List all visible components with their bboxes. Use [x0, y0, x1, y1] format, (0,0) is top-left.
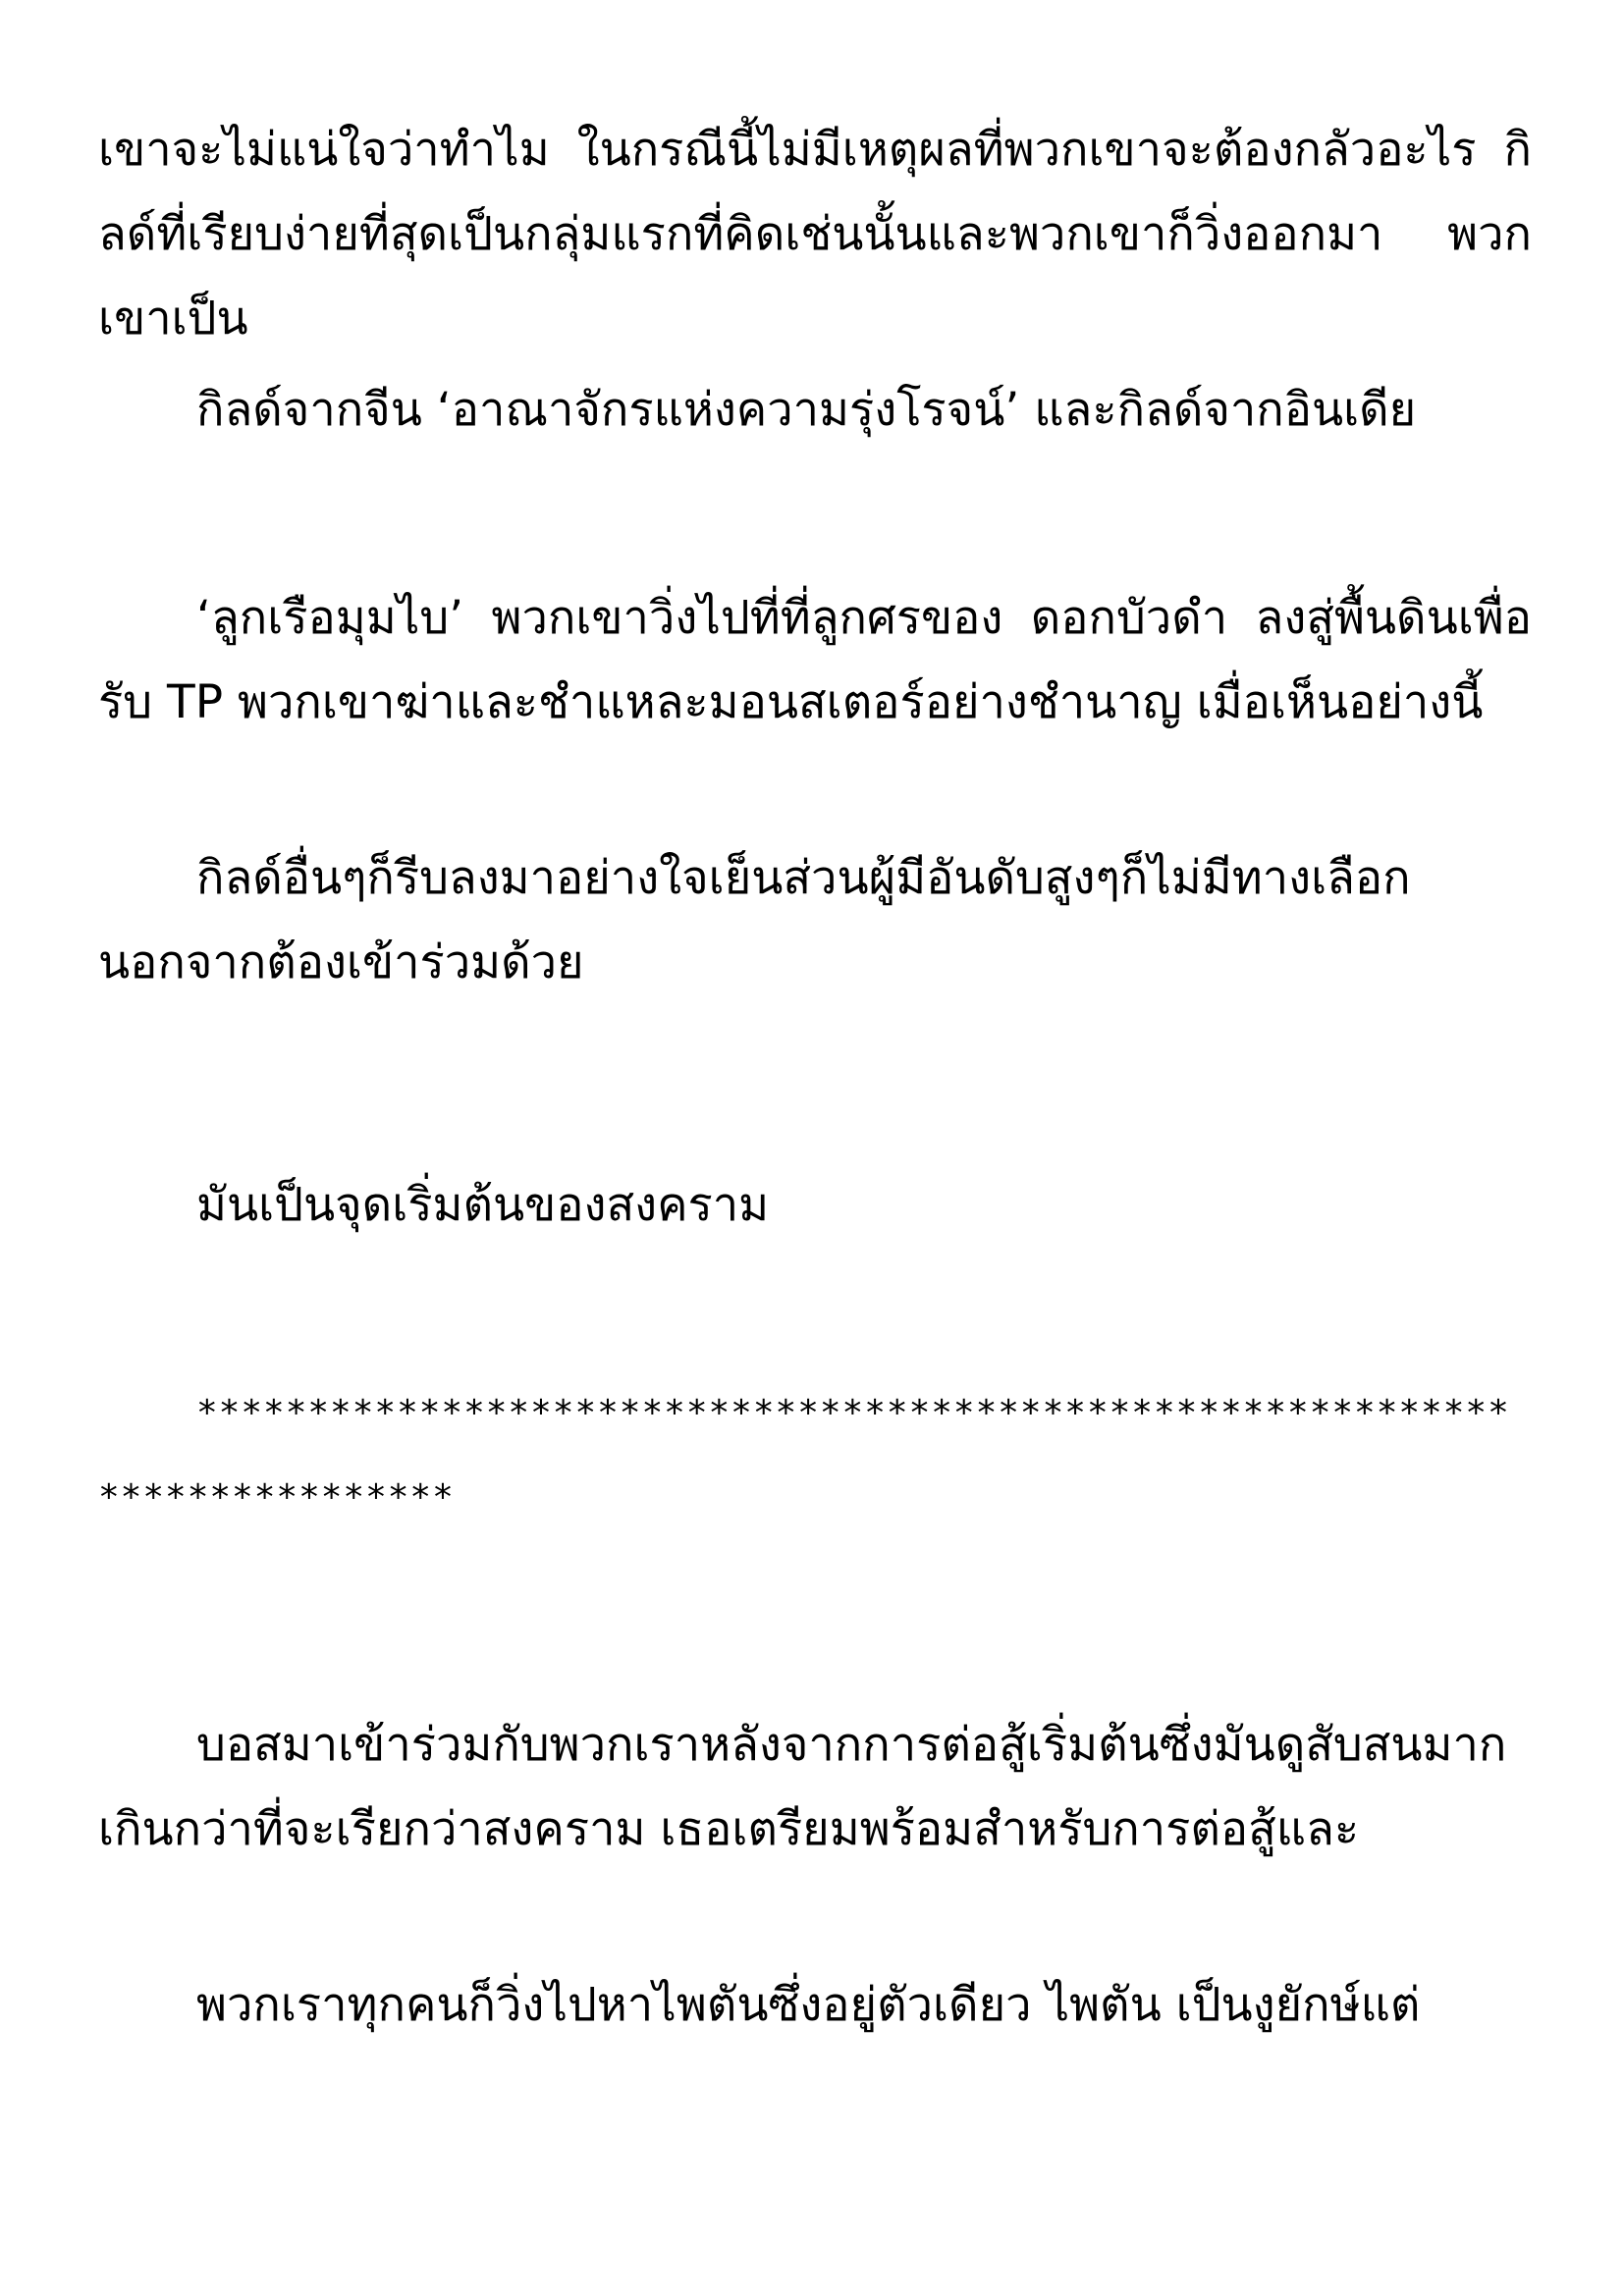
paragraph-5: มันเป็นจุดเริ่มต้นของสงคราม [196, 1178, 770, 1232]
paragraph-7: พวกเราทุกคนก็วิ่งไปหาไพตันซึ่งอยู่ตัวเดียว ไพตัน เป็นงูยักษ์แต่ [196, 1978, 1421, 2032]
paragraph-2: กิลด์จากจีน ‘อาณาจักรแห่งความรุ่งโรจน์’ และกิลด์จากอินเดีย [196, 383, 1417, 437]
paragraph-1: เขาจะไม่แน่ใจว่าทำไม ในกรณีนี้ไม่มีเหตุผลที่พวกเขาจะต้องกลัวอะไร กิลด์ที่เรียบง่ายที่สุดเป็นกลุ่มแรกที่คิดเช่นนั้นและพวกเขาก็วิ่งออกมา พวกเขาเป็น [98, 123, 1532, 346]
paragraph-6: บอสมาเข้าร่วมกับพวกเราหลังจากการต่อสู้เริ่มต้นซึ่งมันดูสับสนมากเกินกว่าที่จะเรียกว่าสงคราม เธอเตรียมพร้อมสำหรับการต่อสู้และ [98, 1718, 1507, 1856]
paragraph-4: กิลด์อื่นๆก็รีบลงมาอย่างใจเย็นส่วนผู้มีอันดับสูงๆก็ไม่มีทางเลือกนอกจากต้องเข้าร่วมด้วย [98, 851, 1411, 989]
paragraph-3: ‘ลูกเรือมุมไบ’ พวกเขาวิ่งไปที่ที่ลูกศรของ ดอกบัวดำ ลงสู่พื้นดินเพื่อรับ TP พวกเขาฆ่าและชำแหละมอนสเตอร์อย่างชำนาญ เมื่อเห็นอย่างนี้ [98, 591, 1532, 729]
section-separator: *************************************************************************** [98, 1393, 1510, 1518]
